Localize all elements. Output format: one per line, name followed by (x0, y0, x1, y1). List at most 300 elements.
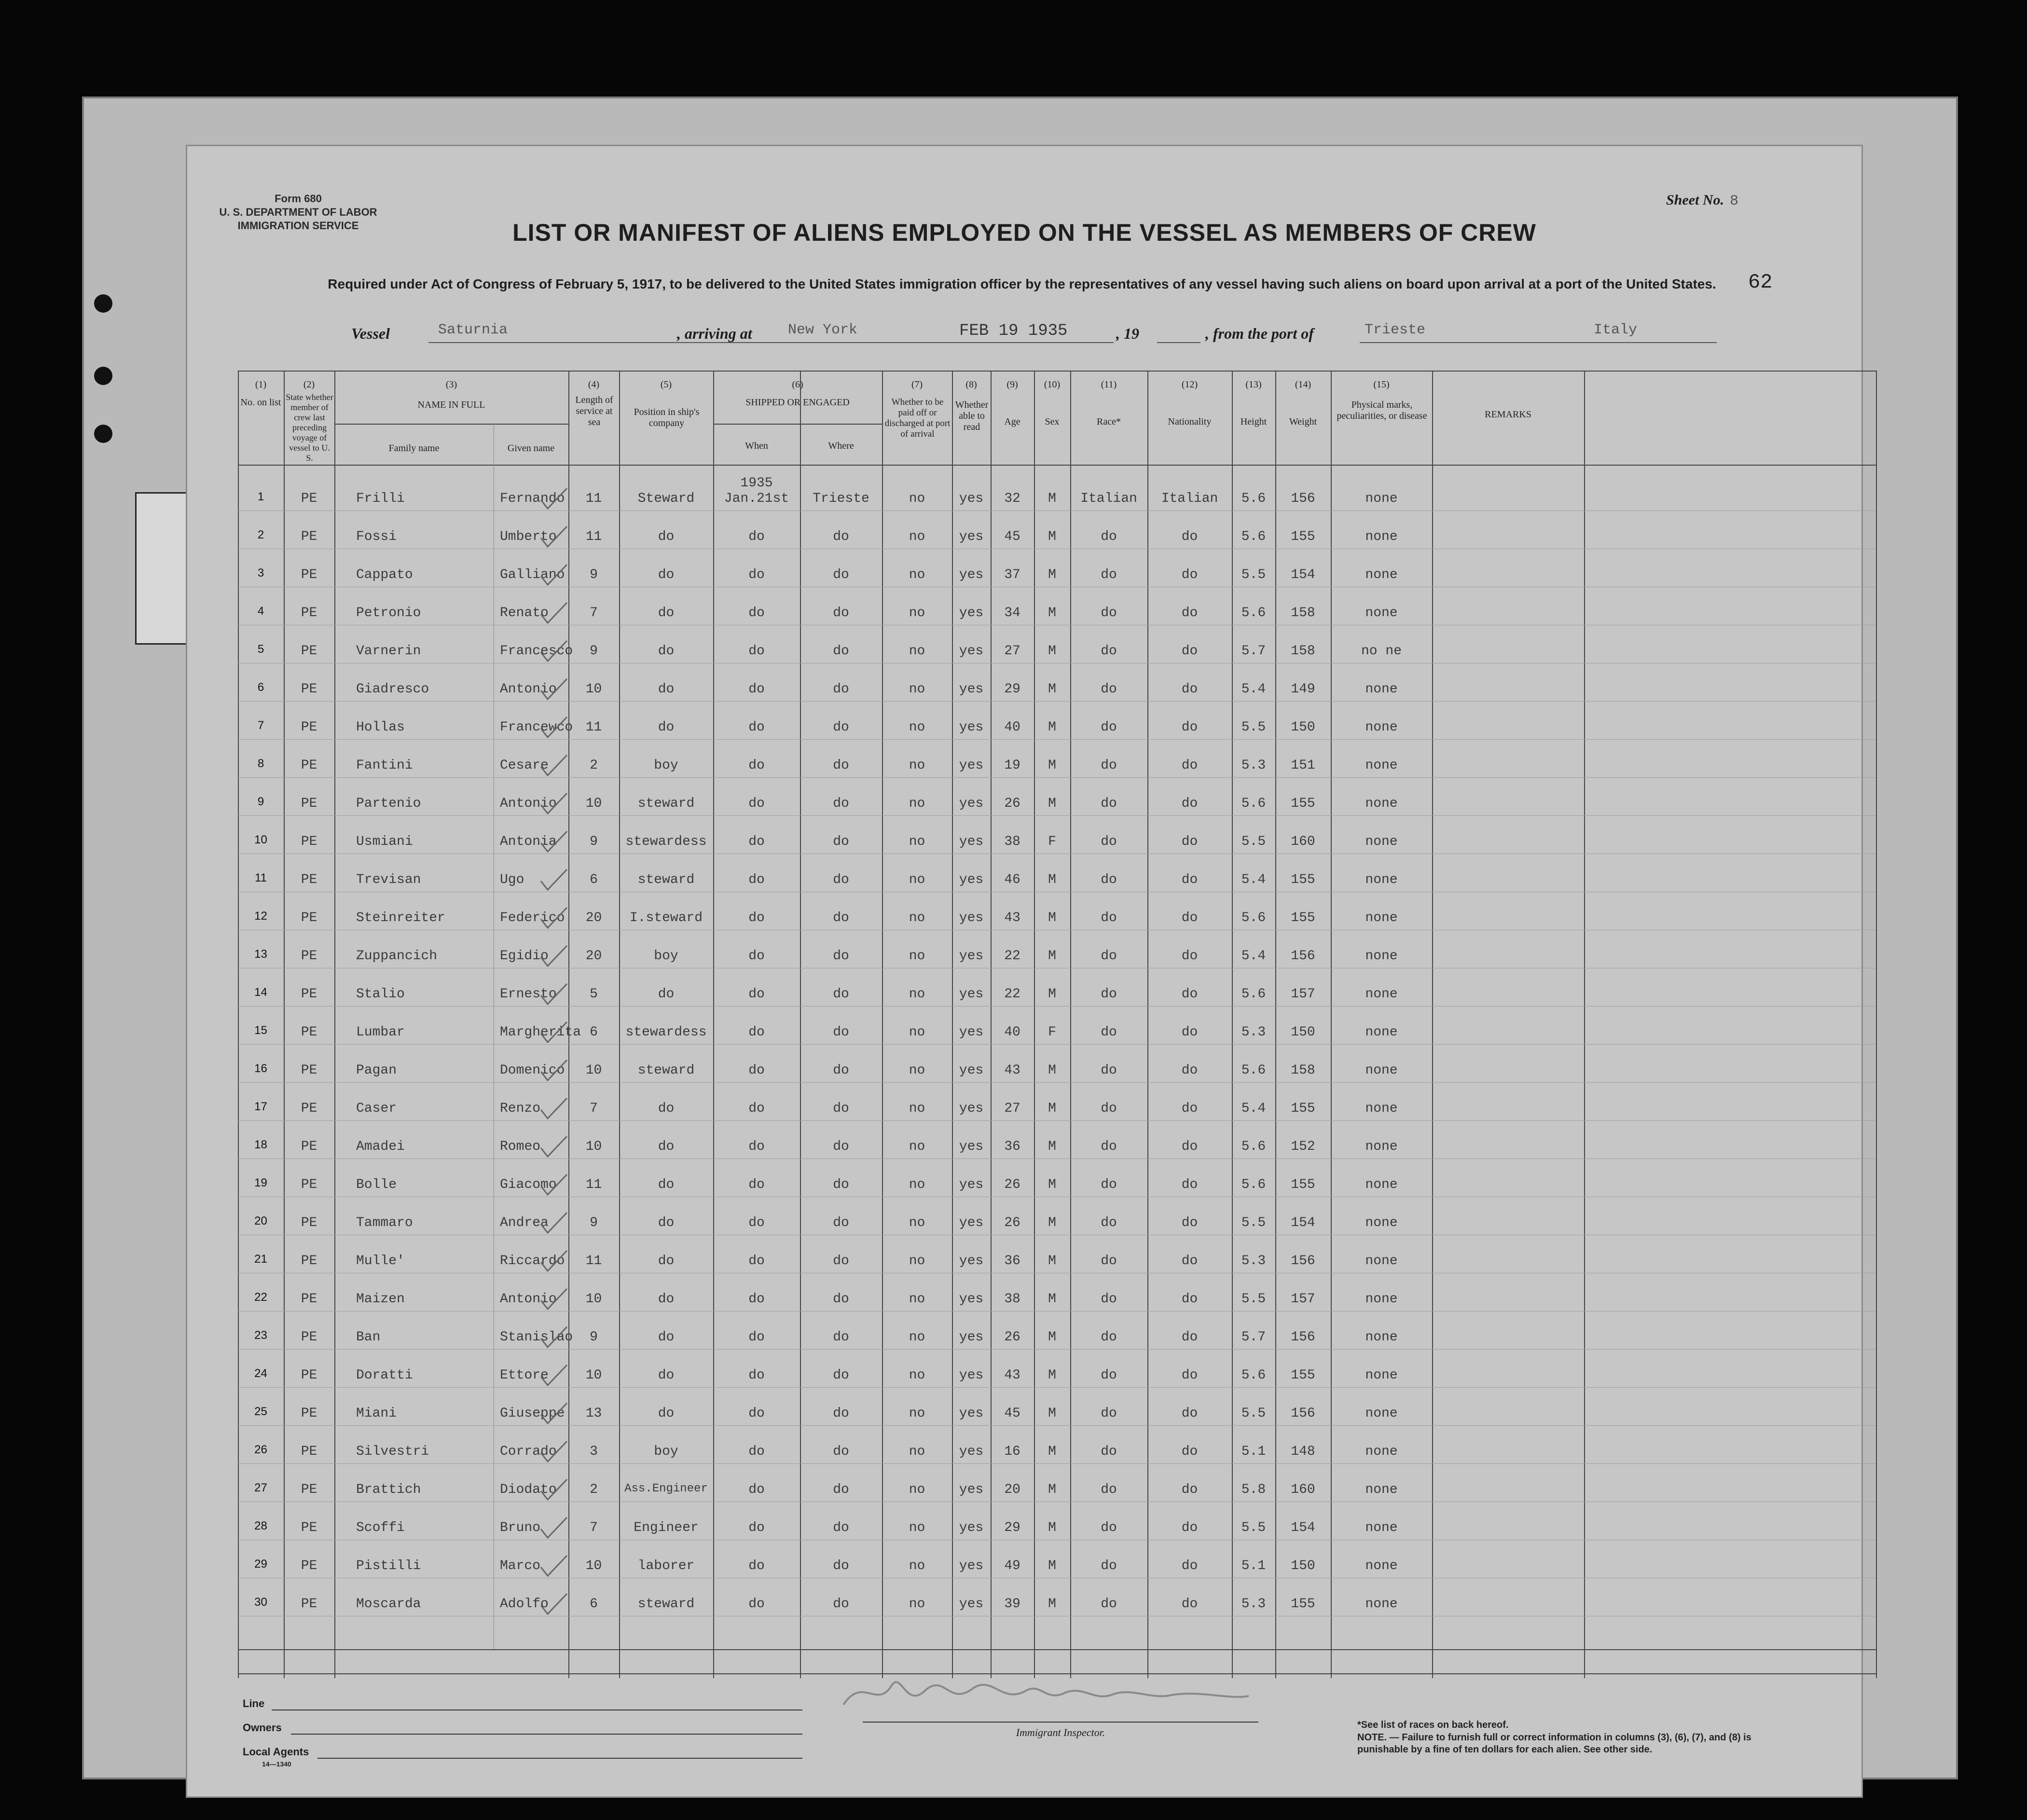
cell-read: yes (959, 872, 984, 887)
cell-prev: PE (301, 1368, 317, 1383)
row-number: 21 (254, 1253, 267, 1266)
cell-read: yes (959, 644, 984, 659)
cell-weight: 154 (1291, 1520, 1315, 1535)
cell-weight: 155 (1291, 872, 1315, 887)
cell-marks: none (1365, 1025, 1398, 1040)
cell-where: do (833, 1292, 849, 1307)
cell-marks: none (1365, 1177, 1398, 1192)
row-rule (238, 1120, 1876, 1121)
cell-height: 5.4 (1241, 949, 1266, 964)
row-number: 26 (254, 1443, 267, 1456)
cell-weight: 148 (1291, 1444, 1315, 1459)
cell-when: do (748, 1254, 765, 1268)
cell-family: Petronio (356, 606, 421, 620)
row-number: 17 (254, 1100, 267, 1113)
cell-weight: 157 (1291, 1292, 1315, 1307)
cell-height: 5.4 (1241, 1101, 1266, 1116)
cell-nationality: do (1181, 1520, 1198, 1535)
cell-paid: no (909, 1254, 925, 1268)
cell-when: do (748, 910, 765, 925)
cell-family: Silvestri (356, 1444, 429, 1459)
cell-age: 26 (1004, 1330, 1020, 1345)
cell-given: Antonia (500, 834, 557, 849)
cell-read: yes (959, 1063, 984, 1078)
cell-marks: none (1365, 1444, 1398, 1459)
cell-when: do (748, 1063, 765, 1078)
header-given-name: Given name (507, 443, 555, 454)
cell-read: yes (959, 682, 984, 697)
cell-age: 29 (1004, 682, 1020, 697)
row-number: 3 (257, 566, 264, 579)
cell-read: yes (959, 1558, 984, 1573)
cell-service: 11 (585, 1254, 602, 1268)
cell-where: do (833, 1101, 849, 1116)
row-number: 30 (254, 1596, 267, 1609)
cell-sex: M (1048, 987, 1056, 1002)
cell-paid: no (909, 910, 925, 925)
footer-owners-label: Owners (243, 1722, 282, 1734)
cell-paid: no (909, 682, 925, 697)
cell-race: do (1101, 910, 1117, 925)
cell-race: do (1101, 682, 1117, 697)
cell-paid: no (909, 1597, 925, 1612)
cell-nationality: do (1181, 529, 1198, 544)
header-paid-off: Whether to be paid off or discharged at port of arrival (884, 397, 951, 439)
row-number: 1 (257, 490, 264, 503)
cell-family: Doratti (356, 1368, 413, 1383)
header-length-of-service: Length of service at sea (575, 395, 613, 427)
service-name: IMMIGRATION SERVICE (237, 220, 359, 232)
cell-sex: M (1048, 910, 1056, 925)
cell-nationality: do (1181, 1558, 1198, 1573)
cell-service: 11 (585, 1177, 602, 1192)
cell-marks: none (1365, 1482, 1398, 1497)
row-number: 29 (254, 1558, 267, 1571)
cell-family: Miani (356, 1406, 397, 1421)
check-mark-icon (537, 1095, 571, 1124)
cell-where: do (833, 1597, 849, 1612)
header-age: Age (1004, 416, 1020, 427)
check-mark-icon (537, 1133, 571, 1162)
cell-nationality: do (1181, 949, 1198, 964)
cell-given: Stanislao (500, 1330, 573, 1345)
cell-family: Trevisan (356, 872, 421, 887)
cell-prev: PE (301, 1101, 317, 1116)
cell-height: 5.5 (1241, 1406, 1266, 1421)
row-rule (238, 1158, 1876, 1159)
cell-sex: M (1048, 606, 1056, 620)
cell-when: do (748, 644, 765, 659)
row-number: 24 (254, 1367, 267, 1380)
cell-paid: no (909, 1520, 925, 1535)
cell-sex: M (1048, 1063, 1056, 1078)
cell-read: yes (959, 758, 984, 773)
cell-service: 6 (590, 872, 598, 887)
cell-nationality: do (1181, 1254, 1198, 1268)
cell-position: laborer (637, 1558, 695, 1573)
cell-position: do (658, 1254, 675, 1268)
cell-nationality: do (1181, 987, 1198, 1002)
cell-nationality: do (1181, 910, 1198, 925)
cell-age: 20 (1004, 1482, 1020, 1497)
cell-given: Ernesto (500, 987, 557, 1002)
cell-when: do (748, 1444, 765, 1459)
cell-prev: PE (301, 491, 317, 506)
cell-weight: 160 (1291, 1482, 1315, 1497)
binder-hole (94, 294, 112, 313)
cell-given: Bruno (500, 1520, 541, 1535)
cell-paid: no (909, 1558, 925, 1573)
cell-height: 5.4 (1241, 682, 1266, 697)
cell-paid: no (909, 606, 925, 620)
cell-sex: M (1048, 491, 1056, 506)
cell-marks: no ne (1361, 644, 1402, 659)
cell-weight: 154 (1291, 1215, 1315, 1230)
race-note: *See list of races on back hereof. (1357, 1720, 1509, 1730)
cell-weight: 160 (1291, 834, 1315, 849)
cell-weight: 150 (1291, 1558, 1315, 1573)
cell-position: Engineer (634, 1520, 699, 1535)
cell-prev: PE (301, 796, 317, 811)
cell-where: do (833, 567, 849, 582)
cell-weight: 151 (1291, 758, 1315, 773)
department-name: U. S. DEPARTMENT OF LABOR (219, 206, 377, 218)
header-nationality: Nationality (1168, 416, 1212, 427)
header-prev-voyage: State whether member of crew last preceding voyage of vessel to U. S. (286, 392, 333, 463)
cell-where: do (833, 644, 849, 659)
cell-nationality: do (1181, 1292, 1198, 1307)
cell-read: yes (959, 1292, 984, 1307)
cell-race: Italian (1080, 491, 1137, 506)
cell-given: Antonio (500, 682, 557, 697)
cell-service: 20 (585, 910, 602, 925)
cell-height: 5.6 (1241, 491, 1266, 506)
cell-age: 43 (1004, 1063, 1020, 1078)
cell-position: do (658, 1139, 675, 1154)
cell-where: do (833, 1520, 849, 1535)
cell-prev: PE (301, 910, 317, 925)
check-mark-icon (537, 1248, 571, 1277)
cell-nationality: do (1181, 1139, 1198, 1154)
cell-paid: no (909, 834, 925, 849)
cell-paid: no (909, 796, 925, 811)
cell-age: 36 (1004, 1254, 1020, 1268)
cell-height: 5.3 (1241, 1025, 1266, 1040)
cell-when: do (748, 1368, 765, 1383)
cell-where: do (833, 1025, 849, 1040)
check-mark-icon (537, 1286, 571, 1315)
cell-given: Ugo (500, 872, 524, 887)
cell-when-year: 1935 (740, 476, 773, 491)
cell-when: do (748, 949, 765, 964)
cell-paid: no (909, 1482, 925, 1497)
cell-race: do (1101, 1406, 1117, 1421)
cell-marks: none (1365, 834, 1398, 849)
cell-marks: none (1365, 1520, 1398, 1535)
cell-height: 5.6 (1241, 606, 1266, 620)
cell-family: Ban (356, 1330, 381, 1345)
cell-service: 9 (590, 1330, 598, 1345)
row-rule (238, 1082, 1876, 1083)
cell-race: do (1101, 949, 1117, 964)
cell-where: do (833, 987, 849, 1002)
cell-when: do (748, 1101, 765, 1116)
cell-service: 9 (590, 834, 598, 849)
row-number: 5 (257, 643, 264, 656)
cell-position: boy (654, 758, 678, 773)
cell-race: do (1101, 1063, 1117, 1078)
cell-paid: no (909, 1368, 925, 1383)
cell-marks: none (1365, 1063, 1398, 1078)
cell-given: Giacomo (500, 1177, 557, 1192)
cell-service: 10 (585, 1139, 602, 1154)
cell-service: 2 (590, 1482, 598, 1497)
cell-weight: 155 (1291, 1368, 1315, 1383)
row-rule (238, 1044, 1876, 1045)
cell-race: do (1101, 1025, 1117, 1040)
cell-family: Pagan (356, 1063, 397, 1078)
vessel-label: Vessel (351, 325, 390, 342)
cell-prev: PE (301, 1215, 317, 1230)
row-rule (238, 1425, 1876, 1426)
cell-when: do (748, 1558, 765, 1573)
cell-paid: no (909, 1444, 925, 1459)
cell-service: 9 (590, 644, 598, 659)
cell-prev: PE (301, 1482, 317, 1497)
cell-weight: 155 (1291, 1597, 1315, 1612)
form-title: LIST OR MANIFEST OF ALIENS EMPLOYED ON THE VESSEL AS MEMBERS OF CREW (512, 219, 1536, 246)
cell-age: 27 (1004, 1101, 1020, 1116)
cell-prev: PE (301, 1330, 317, 1345)
cell-where: do (833, 1368, 849, 1383)
cell-age: 32 (1004, 491, 1020, 506)
cell-family: Lumbar (356, 1025, 405, 1040)
cell-paid: no (909, 529, 925, 544)
row-number: 22 (254, 1291, 267, 1304)
cell-prev: PE (301, 1025, 317, 1040)
cell-age: 38 (1004, 1292, 1020, 1307)
cell-sex: M (1048, 1330, 1056, 1345)
header-no-on-list: No. on list (240, 397, 281, 408)
cell-family: Varnerin (356, 644, 421, 659)
cell-age: 43 (1004, 910, 1020, 925)
cell-marks: none (1365, 1254, 1398, 1268)
cell-marks: none (1365, 1406, 1398, 1421)
cell-position: Ass.Engineer (624, 1482, 708, 1495)
check-mark-icon (537, 981, 571, 1010)
cell-service: 10 (585, 682, 602, 697)
cell-family: Giadresco (356, 682, 429, 697)
cell-service: 10 (585, 1558, 602, 1573)
row-rule (238, 1006, 1876, 1007)
cell-read: yes (959, 987, 984, 1002)
vessel-line (187, 322, 1862, 349)
footer-agents-label: Local Agents (243, 1746, 309, 1758)
cell-service: 6 (590, 1025, 598, 1040)
cell-race: do (1101, 1444, 1117, 1459)
cell-service: 11 (585, 491, 602, 506)
cell-paid: no (909, 491, 925, 506)
cell-where: do (833, 949, 849, 964)
cell-position: boy (654, 949, 678, 964)
cell-weight: 158 (1291, 606, 1315, 620)
arriving-port: New York (788, 322, 858, 338)
cell-where: do (833, 1254, 849, 1268)
cell-prev: PE (301, 872, 317, 887)
vessel-name: Saturnia (438, 322, 508, 338)
from-label: , from the port of (1205, 325, 1314, 342)
cell-family: Steinreiter (356, 910, 445, 925)
cell-paid: no (909, 1406, 925, 1421)
cell-age: 34 (1004, 606, 1020, 620)
cell-position: do (658, 1368, 675, 1383)
cell-sex: M (1048, 1177, 1056, 1192)
cell-paid: no (909, 720, 925, 735)
footer-code: 14—1340 (262, 1760, 291, 1768)
cell-paid: no (909, 1063, 925, 1078)
cell-marks: none (1365, 796, 1398, 811)
row-rule (238, 701, 1876, 702)
cell-read: yes (959, 1025, 984, 1040)
cell-family: Amadei (356, 1139, 405, 1154)
cell-sex: M (1048, 872, 1056, 887)
cell-family: Hollas (356, 720, 405, 735)
cell-when: do (748, 682, 765, 697)
cell-given: Antonio (500, 1292, 557, 1307)
cell-read: yes (959, 1406, 984, 1421)
cell-position: steward (637, 1063, 695, 1078)
cell-service: 2 (590, 758, 598, 773)
cell-nationality: do (1181, 606, 1198, 620)
check-mark-icon (537, 1515, 571, 1544)
cell-age: 38 (1004, 834, 1020, 849)
cell-weight: 150 (1291, 720, 1315, 735)
cell-family: Zuppancich (356, 949, 438, 964)
cell-nationality: do (1181, 834, 1198, 849)
sheet-number-value: 8 (1729, 193, 1738, 209)
row-number: 14 (254, 986, 267, 999)
cell-when: do (748, 1139, 765, 1154)
cell-sex: M (1048, 720, 1056, 735)
cell-given: Corrado (500, 1444, 557, 1459)
cell-read: yes (959, 567, 984, 582)
cell-prev: PE (301, 1597, 317, 1612)
cell-family: Fossi (356, 529, 397, 544)
check-mark-icon (537, 905, 571, 934)
cell-given: Antonio (500, 796, 557, 811)
cell-nationality: Italian (1161, 491, 1218, 506)
cell-race: do (1101, 720, 1117, 735)
cell-position: boy (654, 1444, 678, 1459)
cell-service: 9 (590, 1215, 598, 1230)
check-mark-icon (537, 790, 571, 819)
cell-when: do (748, 567, 765, 582)
cell-height: 5.6 (1241, 910, 1266, 925)
cell-age: 22 (1004, 949, 1020, 964)
check-mark-icon (537, 867, 571, 896)
cell-position: do (658, 567, 675, 582)
cell-race: do (1101, 872, 1117, 887)
cell-weight: 155 (1291, 796, 1315, 811)
cell-race: do (1101, 1215, 1117, 1230)
cell-weight: 157 (1291, 987, 1315, 1002)
cell-when: do (748, 1292, 765, 1307)
cell-height: 5.6 (1241, 529, 1266, 544)
cell-position: do (658, 1330, 675, 1345)
cell-height: 5.5 (1241, 1215, 1266, 1230)
cell-prev: PE (301, 682, 317, 697)
header-race: Race* (1097, 416, 1121, 427)
cell-when: Jan.21st (724, 491, 789, 506)
cell-marks: none (1365, 606, 1398, 620)
cell-when: do (748, 796, 765, 811)
cell-where: do (833, 720, 849, 735)
cell-age: 39 (1004, 1597, 1020, 1612)
inspector-signature (834, 1666, 1258, 1719)
check-mark-icon (537, 714, 571, 743)
form-subtitle: Required under Act of Congress of February 5, 1917, to be delivered to the United States immigration officer by the representatives of any vessel having such aliens on board upon arrival at a port of the United States. (328, 276, 1716, 291)
cell-height: 5.4 (1241, 872, 1266, 887)
cell-height: 5.1 (1241, 1444, 1266, 1459)
cell-given: Ettore (500, 1368, 549, 1383)
cell-marks: none (1365, 1330, 1398, 1345)
cell-marks: none (1365, 529, 1398, 544)
cell-read: yes (959, 1482, 984, 1497)
cell-position: stewardess (625, 1025, 707, 1040)
cell-paid: no (909, 872, 925, 887)
check-mark-icon (537, 485, 571, 514)
cell-service: 13 (585, 1406, 602, 1421)
cell-age: 29 (1004, 1520, 1020, 1535)
cell-prev: PE (301, 1406, 317, 1421)
cell-read: yes (959, 910, 984, 925)
cell-position: do (658, 1292, 675, 1307)
cell-prev: PE (301, 529, 317, 544)
check-mark-icon (537, 943, 571, 972)
cell-sex: M (1048, 1215, 1056, 1230)
cell-family: Tammaro (356, 1215, 413, 1230)
year-label: , 19 (1116, 325, 1139, 342)
cell-prev: PE (301, 567, 317, 582)
cell-prev: PE (301, 834, 317, 849)
cell-read: yes (959, 606, 984, 620)
cell-given: Egidio (500, 949, 549, 964)
cell-when: do (748, 872, 765, 887)
cell-family: Usmiani (356, 834, 413, 849)
cell-race: do (1101, 644, 1117, 659)
binder-hole (94, 367, 112, 385)
cell-where: do (833, 1330, 849, 1345)
cell-race: do (1101, 1254, 1117, 1268)
cell-height: 5.3 (1241, 1597, 1266, 1612)
cell-marks: none (1365, 1215, 1398, 1230)
cell-marks: none (1365, 910, 1398, 925)
cell-family: Partenio (356, 796, 421, 811)
row-number: 25 (254, 1405, 267, 1418)
cell-race: do (1101, 1597, 1117, 1612)
cell-service: 7 (590, 1101, 598, 1116)
cell-age: 45 (1004, 529, 1020, 544)
row-number: 6 (257, 681, 264, 694)
row-number: 12 (254, 910, 267, 923)
header-weight: Weight (1289, 416, 1317, 427)
cell-nationality: do (1181, 682, 1198, 697)
cell-prev: PE (301, 644, 317, 659)
cell-height: 5.7 (1241, 1330, 1266, 1345)
cell-age: 37 (1004, 567, 1020, 582)
cell-race: do (1101, 529, 1117, 544)
cell-position: do (658, 529, 675, 544)
